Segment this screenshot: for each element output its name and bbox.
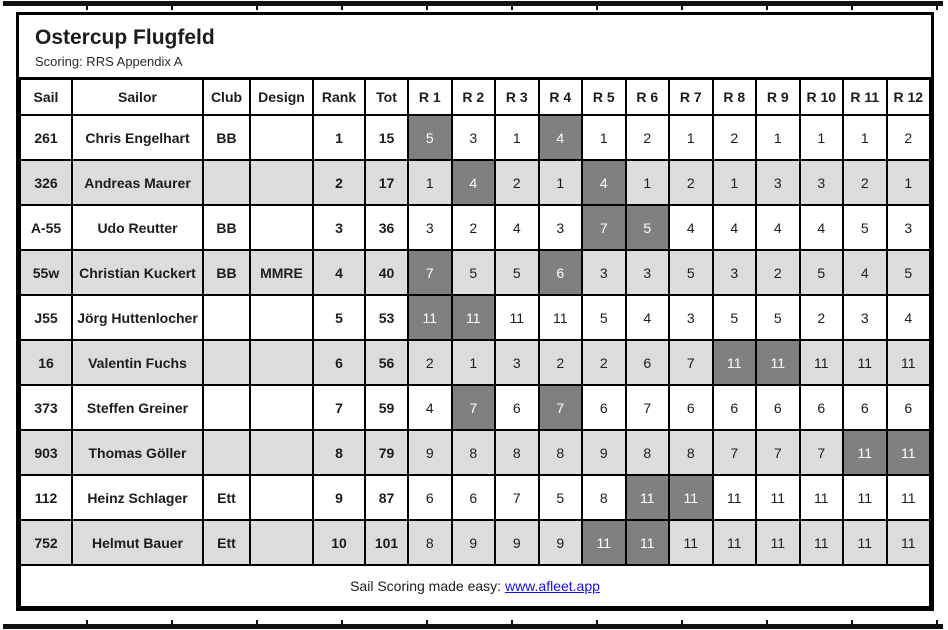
race-score: 6 (843, 385, 887, 430)
race-score: 3 (626, 250, 670, 295)
rank-cell: 2 (313, 160, 365, 205)
column-header-r-5: R 5 (582, 79, 626, 115)
adjacent-table-edge-top (3, 1, 943, 6)
column-header-rank: Rank (313, 79, 365, 115)
race-score: 3 (582, 250, 626, 295)
sailor-cell: Christian Kuckert (72, 250, 203, 295)
club-cell: BB (203, 250, 250, 295)
table-row (20, 340, 930, 385)
sailor-cell: Heinz Schlager (72, 475, 203, 520)
race-score-discarded: 11 (887, 430, 931, 475)
tot-cell: 59 (365, 385, 408, 430)
race-score: 8 (495, 430, 539, 475)
race-score: 2 (495, 160, 539, 205)
sailor-cell: Steffen Greiner (72, 385, 203, 430)
sailor-cell: Udo Reutter (72, 205, 203, 250)
column-header-r-8: R 8 (713, 79, 757, 115)
rank-cell: 8 (313, 430, 365, 475)
race-score: 1 (626, 160, 670, 205)
race-score: 11 (713, 475, 757, 520)
race-score: 2 (626, 115, 670, 160)
race-score: 7 (756, 430, 800, 475)
race-score: 4 (626, 295, 670, 340)
footer-text: Sail Scoring made easy: (350, 578, 502, 594)
tot-cell: 17 (365, 160, 408, 205)
race-score: 7 (669, 340, 713, 385)
design-cell (250, 430, 313, 475)
title-block (19, 15, 931, 78)
race-score: 4 (713, 205, 757, 250)
race-score: 6 (800, 385, 844, 430)
race-score: 4 (495, 205, 539, 250)
race-score: 1 (495, 115, 539, 160)
tot-cell: 87 (365, 475, 408, 520)
race-score: 7 (626, 385, 670, 430)
page-title: Ostercup Flugfeld (35, 26, 215, 49)
race-score: 2 (756, 250, 800, 295)
race-score-discarded: 5 (408, 115, 452, 160)
race-score: 5 (756, 295, 800, 340)
table-row (20, 160, 930, 205)
sail-cell: 752 (20, 520, 72, 565)
race-score: 11 (800, 340, 844, 385)
table-row (20, 205, 930, 250)
race-score: 5 (539, 475, 583, 520)
design-cell: MMRE (250, 250, 313, 295)
race-score-discarded: 11 (452, 295, 496, 340)
race-score: 1 (408, 160, 452, 205)
table-row (20, 385, 930, 430)
race-score: 3 (452, 115, 496, 160)
column-header-r-1: R 1 (408, 79, 452, 115)
column-header-r-6: R 6 (626, 79, 670, 115)
race-score-discarded: 11 (626, 520, 670, 565)
race-score: 1 (713, 160, 757, 205)
club-cell (203, 340, 250, 385)
tot-cell: 53 (365, 295, 408, 340)
sail-cell: 112 (20, 475, 72, 520)
club-cell (203, 385, 250, 430)
design-cell (250, 385, 313, 430)
column-header-r-9: R 9 (756, 79, 800, 115)
footer-row (20, 565, 930, 607)
sail-cell: 55w (20, 250, 72, 295)
tot-cell: 15 (365, 115, 408, 160)
race-score: 3 (800, 160, 844, 205)
race-score: 6 (408, 475, 452, 520)
race-score: 1 (887, 160, 931, 205)
sail-cell: 261 (20, 115, 72, 160)
sailor-cell: Valentin Fuchs (72, 340, 203, 385)
race-score: 5 (669, 250, 713, 295)
race-score: 1 (539, 160, 583, 205)
design-cell (250, 160, 313, 205)
race-score-discarded: 11 (843, 430, 887, 475)
column-header-sail: Sail (20, 79, 72, 115)
design-cell (250, 520, 313, 565)
column-header-club: Club (203, 79, 250, 115)
sail-cell: 373 (20, 385, 72, 430)
race-score: 6 (452, 475, 496, 520)
club-cell (203, 295, 250, 340)
column-header-r-10: R 10 (800, 79, 844, 115)
race-score: 11 (539, 295, 583, 340)
rank-cell: 1 (313, 115, 365, 160)
table-row (20, 295, 930, 340)
rank-cell: 5 (313, 295, 365, 340)
tot-cell: 79 (365, 430, 408, 475)
table-row (20, 475, 930, 520)
race-score: 1 (756, 115, 800, 160)
club-cell: Ett (203, 475, 250, 520)
race-score: 7 (800, 430, 844, 475)
race-score: 5 (452, 250, 496, 295)
race-score: 5 (713, 295, 757, 340)
club-cell: Ett (203, 520, 250, 565)
column-header-r-12: R 12 (887, 79, 931, 115)
race-score: 8 (539, 430, 583, 475)
race-score: 5 (887, 250, 931, 295)
race-score: 3 (539, 205, 583, 250)
column-header-r-4: R 4 (539, 79, 583, 115)
race-score: 8 (452, 430, 496, 475)
race-score: 11 (800, 475, 844, 520)
tot-cell: 36 (365, 205, 408, 250)
adjacent-table-ticks-top (3, 6, 943, 10)
table-header (20, 79, 930, 115)
race-score-discarded: 7 (582, 205, 626, 250)
race-score: 9 (582, 430, 626, 475)
race-score: 1 (843, 115, 887, 160)
race-score: 11 (495, 295, 539, 340)
column-header-r-2: R 2 (452, 79, 496, 115)
race-score: 2 (582, 340, 626, 385)
sailor-cell: Andreas Maurer (72, 160, 203, 205)
sail-cell: 903 (20, 430, 72, 475)
sailor-cell: Helmut Bauer (72, 520, 203, 565)
race-score: 11 (669, 520, 713, 565)
race-score: 1 (582, 115, 626, 160)
race-score: 1 (452, 340, 496, 385)
race-score: 6 (626, 340, 670, 385)
race-score: 4 (887, 295, 931, 340)
race-score: 11 (887, 340, 931, 385)
race-score: 11 (887, 475, 931, 520)
race-score: 5 (843, 205, 887, 250)
rank-cell: 10 (313, 520, 365, 565)
race-score: 3 (669, 295, 713, 340)
club-cell (203, 160, 250, 205)
column-header-sailor: Sailor (72, 79, 203, 115)
race-score: 1 (800, 115, 844, 160)
race-score: 5 (800, 250, 844, 295)
race-score: 8 (626, 430, 670, 475)
sailor-cell: Chris Engelhart (72, 115, 203, 160)
race-score: 3 (408, 205, 452, 250)
race-score: 2 (669, 160, 713, 205)
scoreboard (16, 12, 934, 611)
race-score: 2 (887, 115, 931, 160)
race-score-discarded: 11 (408, 295, 452, 340)
column-header-r-7: R 7 (669, 79, 713, 115)
race-score: 8 (669, 430, 713, 475)
sailor-cell: Thomas Göller (72, 430, 203, 475)
rank-cell: 7 (313, 385, 365, 430)
race-score-discarded: 7 (539, 385, 583, 430)
race-score: 4 (669, 205, 713, 250)
tot-cell: 101 (365, 520, 408, 565)
race-score: 8 (582, 475, 626, 520)
tot-cell: 56 (365, 340, 408, 385)
sail-cell: A-55 (20, 205, 72, 250)
rank-cell: 6 (313, 340, 365, 385)
race-score: 4 (408, 385, 452, 430)
race-score-discarded: 4 (452, 160, 496, 205)
race-score: 6 (713, 385, 757, 430)
race-score: 3 (713, 250, 757, 295)
adjacent-table-ticks-bottom (3, 620, 943, 624)
race-score: 8 (408, 520, 452, 565)
race-score: 2 (452, 205, 496, 250)
club-cell (203, 430, 250, 475)
rank-cell: 3 (313, 205, 365, 250)
race-score: 3 (756, 160, 800, 205)
race-score: 6 (495, 385, 539, 430)
race-score: 2 (539, 340, 583, 385)
race-score-discarded: 4 (539, 115, 583, 160)
race-score-discarded: 6 (539, 250, 583, 295)
race-score: 2 (408, 340, 452, 385)
race-score: 9 (495, 520, 539, 565)
header-row (20, 79, 930, 115)
race-score: 3 (887, 205, 931, 250)
race-score: 5 (582, 295, 626, 340)
race-score-discarded: 5 (626, 205, 670, 250)
sailor-cell: Jörg Huttenlocher (72, 295, 203, 340)
column-header-tot: Tot (365, 79, 408, 115)
race-score: 6 (756, 385, 800, 430)
column-header-r-11: R 11 (843, 79, 887, 115)
table-footer (20, 565, 930, 607)
race-score: 11 (756, 475, 800, 520)
race-score: 4 (756, 205, 800, 250)
column-header-design: Design (250, 79, 313, 115)
race-score: 2 (713, 115, 757, 160)
race-score: 11 (887, 520, 931, 565)
race-score: 3 (495, 340, 539, 385)
scoring-subtitle: Scoring: RRS Appendix A (35, 54, 183, 69)
design-cell (250, 115, 313, 160)
race-score: 5 (495, 250, 539, 295)
race-score-discarded: 11 (626, 475, 670, 520)
race-score-discarded: 4 (582, 160, 626, 205)
design-cell (250, 475, 313, 520)
club-cell: BB (203, 205, 250, 250)
race-score-discarded: 7 (452, 385, 496, 430)
sail-cell: J55 (20, 295, 72, 340)
footer (20, 565, 930, 607)
race-score: 7 (713, 430, 757, 475)
race-score-discarded: 11 (713, 340, 757, 385)
race-score: 9 (408, 430, 452, 475)
rank-cell: 9 (313, 475, 365, 520)
race-score: 6 (669, 385, 713, 430)
race-score: 2 (843, 160, 887, 205)
race-score: 4 (800, 205, 844, 250)
design-cell (250, 205, 313, 250)
design-cell (250, 340, 313, 385)
race-score: 9 (452, 520, 496, 565)
race-score: 9 (539, 520, 583, 565)
race-score: 4 (843, 250, 887, 295)
race-score: 11 (843, 520, 887, 565)
race-score: 11 (800, 520, 844, 565)
race-score: 11 (713, 520, 757, 565)
table-row (20, 520, 930, 565)
table-body (20, 115, 930, 565)
sail-cell: 326 (20, 160, 72, 205)
adjacent-table-edge-bottom (3, 624, 943, 629)
race-score: 11 (843, 475, 887, 520)
column-header-r-3: R 3 (495, 79, 539, 115)
race-score: 2 (800, 295, 844, 340)
race-score: 1 (669, 115, 713, 160)
race-score: 3 (843, 295, 887, 340)
race-score: 11 (843, 340, 887, 385)
afleet-link[interactable]: www.afleet.app (504, 578, 600, 594)
tot-cell: 40 (365, 250, 408, 295)
club-cell: BB (203, 115, 250, 160)
race-score: 6 (582, 385, 626, 430)
race-score: 6 (887, 385, 931, 430)
table-row (20, 115, 930, 160)
race-score-discarded: 11 (669, 475, 713, 520)
race-score: 11 (756, 520, 800, 565)
rank-cell: 4 (313, 250, 365, 295)
results-table (19, 78, 931, 608)
design-cell (250, 295, 313, 340)
table-row (20, 250, 930, 295)
sail-cell: 16 (20, 340, 72, 385)
race-score-discarded: 11 (582, 520, 626, 565)
race-score-discarded: 11 (756, 340, 800, 385)
table-row (20, 430, 930, 475)
race-score-discarded: 7 (408, 250, 452, 295)
race-score: 7 (495, 475, 539, 520)
